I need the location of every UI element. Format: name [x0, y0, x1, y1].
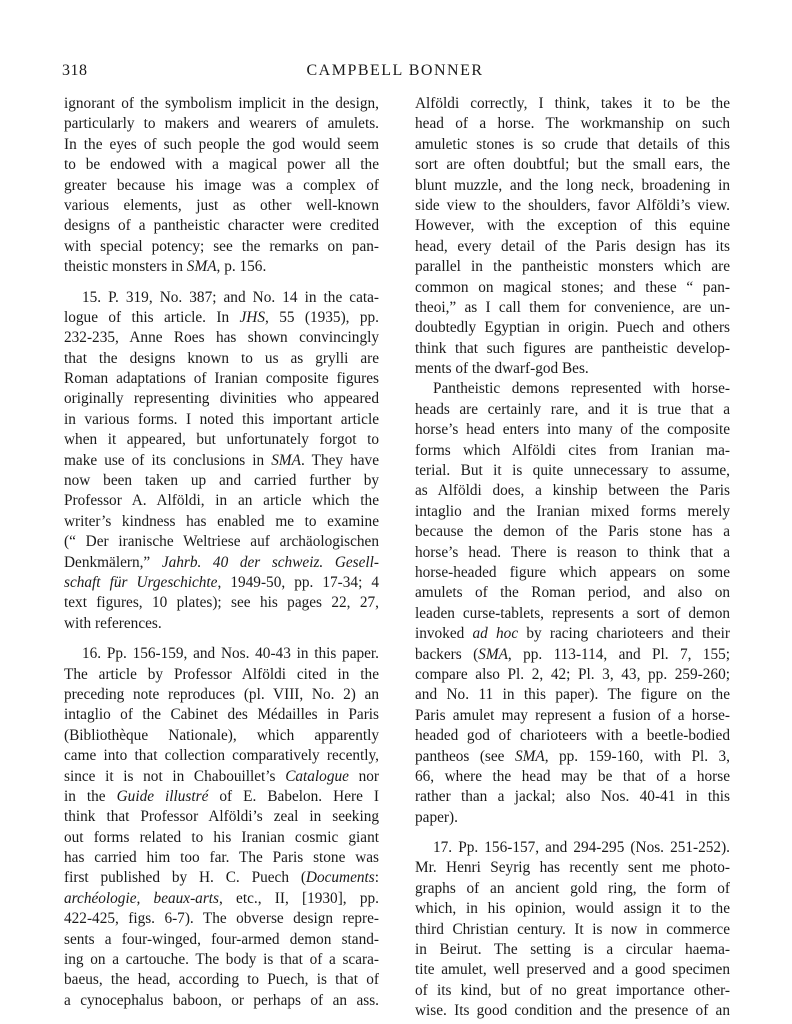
text-line: rather than a jackal; also Nos. 40-41 in this — [415, 788, 730, 806]
text-line: sents a four-winged, four-armed demon stand- — [64, 930, 379, 948]
text-line: The article by Professor Alföldi cited in the — [64, 665, 379, 683]
text-line: think that Professor Alföldi’s zeal in seeking — [64, 808, 379, 826]
text-line: pantheos (see SMA, pp. 159-160, with Pl. 3, — [415, 747, 731, 765]
text-line: now been taken up and carried further by — [64, 472, 379, 490]
text-line: preceding note reproduces (pl. VIII, No. 2) an — [64, 685, 379, 703]
text-line: schaft für Urgeschichte, 1949-50, pp. 17-34; 4 — [64, 573, 380, 591]
text-line: Professor A. Alföldi, in an article which the — [64, 492, 379, 510]
text-line: head of a horse. The workmanship on such — [415, 115, 730, 133]
text-line: with special potency; see the remarks on pan- — [64, 237, 379, 255]
running-head: CAMPBELL BONNER — [306, 62, 484, 79]
text-line: Pantheistic demons represented with horse- — [433, 380, 730, 398]
text-line: designs of a pantheistic character were credited — [64, 217, 379, 235]
text-line: since it is not in Chabouillet’s Catalogue nor — [64, 767, 379, 785]
text-line: head, every detail of the Paris design has its — [415, 237, 730, 255]
text-line: paper). — [415, 808, 458, 826]
text-line: blunt muzzle, and the long neck, broadening in — [415, 176, 730, 194]
text-line: various elements, just as other well-known — [64, 196, 379, 214]
text-line: theistic monsters in SMA, p. 156. — [64, 258, 267, 276]
text-line: first published by H. C. Puech (Documents: — [64, 869, 379, 887]
text-line: to be endowed with a magical power all the — [64, 156, 379, 174]
note-17-paragraph — [415, 838, 730, 1022]
page-header — [62, 62, 728, 82]
text-line: think that such figures are pantheistic develop- — [415, 339, 730, 357]
text-line: which, in his opinion, would assign it to the — [415, 900, 730, 918]
text-line: sort are often doubtful; but the small ears, the — [415, 156, 730, 174]
text-line: However, with the exception of this equine — [415, 217, 730, 235]
text-line: ignorant of the symbolism implicit in the design, — [64, 95, 379, 112]
right-column — [415, 94, 730, 1022]
text-line: baeus, the head, according to Puech, is that of — [64, 971, 379, 989]
text-line: 16. Pp. 156-159, and Nos. 40-43 in this paper. — [82, 645, 379, 663]
text-line: in the Guide illustré of E. Babelon. Here I — [64, 787, 379, 805]
text-line: that the designs known to us as grylli are — [64, 349, 379, 367]
text-line: tite amulet, well preserved and a good specimen — [415, 961, 730, 979]
text-line: greater because his image was a complex of — [64, 176, 379, 194]
text-line: ing on a cartouche. The body is that of a scara- — [64, 951, 379, 969]
text-line: intaglio and the Iranian mixed forms merely — [415, 502, 730, 520]
text-line: heads are certainly rare, and it is true that a — [415, 400, 730, 418]
text-line: ments of the dwarf-god Bes. — [415, 360, 589, 378]
text-line: headed god of charioteers with a beetle-bodied — [415, 727, 730, 745]
text-line: out forms related to his Iranian cosmic giant — [64, 828, 379, 846]
text-line: side view to the shoulders, favor Alföldi’s view. — [415, 196, 730, 214]
text-line: (Bibliothèque Nationale), which apparently — [64, 726, 379, 744]
text-line: Roman adaptations of Iranian composite figures — [64, 370, 379, 388]
text-line: 17. Pp. 156-157, and 294-295 (Nos. 251-252). — [433, 839, 730, 857]
text-line: invoked ad hoc by racing charioteers and their — [415, 625, 730, 643]
text-line: came into that collection comparatively recently, — [64, 747, 379, 765]
text-line: backers (SMA, pp. 113-114, and Pl. 7, 155; — [415, 645, 730, 663]
text-line: amulets of the Roman period, and also on — [415, 584, 730, 602]
text-line: leaden curse-tablets, represents a sort of demon — [415, 604, 730, 622]
text-line: a cynocephalus baboon, or perhaps of an ass. — [64, 991, 379, 1009]
text-line: parallel in the pantheistic monsters which are — [415, 258, 730, 276]
text-line: and No. 11 in this paper). The figure on the — [415, 686, 730, 704]
text-line: 422-425, figs. 6-7). The obverse design repre- — [64, 910, 379, 928]
text-line: horse-headed figure which appears on some — [415, 563, 730, 581]
text-line: amuletic stones is so crude that details of this — [415, 135, 730, 153]
text-line: graphs of an ancient gold ring, the form of — [415, 879, 730, 897]
text-line: Paris amulet may represent a fusion of a horse- — [415, 706, 730, 724]
text-line: writer’s kindness has enabled me to examine — [64, 512, 379, 530]
text-line: horse’s head. There is reason to think that a — [415, 543, 730, 561]
text-line: 66, where the head may be that of a horse — [415, 767, 730, 785]
text-line: doubtedly Egyptian in origin. Puech and others — [415, 319, 730, 337]
text-line: 232-235, Anne Roes has shown convincingly — [64, 329, 379, 347]
text-line: when it appeared, but unfortunately forgot to — [64, 431, 379, 449]
text-line: horse’s head enters into many of the composite — [415, 421, 730, 439]
text-line: third Christian century. It is now in commerce — [415, 920, 730, 938]
text-line: logue of this article. In JHS, 55 (1935), pp. — [64, 308, 380, 326]
left-column — [64, 94, 379, 1011]
text-line: archéologie, beaux-arts, etc., II, [1930], pp. — [64, 889, 379, 907]
text-line: 15. P. 319, No. 387; and No. 14 in the cata- — [82, 288, 379, 306]
text-line: forms which Alföldi cites from Iranian ma- — [415, 441, 730, 459]
text-line: as Alföldi does, a kinship between the Paris — [415, 482, 730, 500]
paragraph-right-1 — [415, 94, 730, 379]
text-line: in various forms. I noted this important article — [64, 410, 379, 428]
text-line: wise. Its good condition and the presence of an — [415, 1002, 730, 1020]
text-line: Mr. Henri Seyrig has recently sent me photo- — [415, 859, 730, 877]
note-15-paragraph — [64, 288, 379, 635]
paragraph-right-2 — [415, 379, 730, 828]
text-line: compare also Pl. 2, 42; Pl. 3, 43, pp. 259-260; — [415, 665, 730, 683]
paragraph-left-1 — [64, 94, 379, 278]
text-line: Alföldi correctly, I think, takes it to be the — [415, 95, 730, 112]
text-line: with references. — [64, 614, 162, 632]
text-line: terial. But it is quite unnecessary to assume, — [415, 462, 730, 480]
text-line: of its kind, but of no great importance other- — [415, 981, 730, 999]
text-line: has carried him too far. The Paris stone was — [64, 849, 379, 867]
text-line: (“ Der iranische Weltriese auf archäologischen — [64, 533, 379, 551]
text-line: in Beirut. The setting is a circular haema- — [415, 941, 730, 959]
text-line: because the demon of the Paris stone has a — [415, 523, 730, 541]
text-line: In the eyes of such people the god would seem — [64, 135, 379, 153]
text-line: originally representing divinities who appeared — [64, 390, 379, 408]
text-line: particularly to makers and wearers of amulets. — [64, 115, 379, 133]
text-line: intaglio of the Cabinet des Médailles in Paris — [64, 706, 379, 724]
page-number: 318 — [62, 62, 88, 79]
note-16-paragraph — [64, 644, 379, 1011]
text-line: text figures, 10 plates); see his pages 22, 27, — [64, 594, 379, 612]
text-line: theoi,” as I call them for convenience, are un- — [415, 298, 730, 316]
text-line: common on magical stones; and these “ pan- — [415, 278, 730, 296]
text-line: Denkmälern,” Jahrb. 40 der schweiz. Gesell- — [64, 553, 379, 571]
text-line: make use of its conclusions in SMA. They have — [64, 451, 379, 469]
